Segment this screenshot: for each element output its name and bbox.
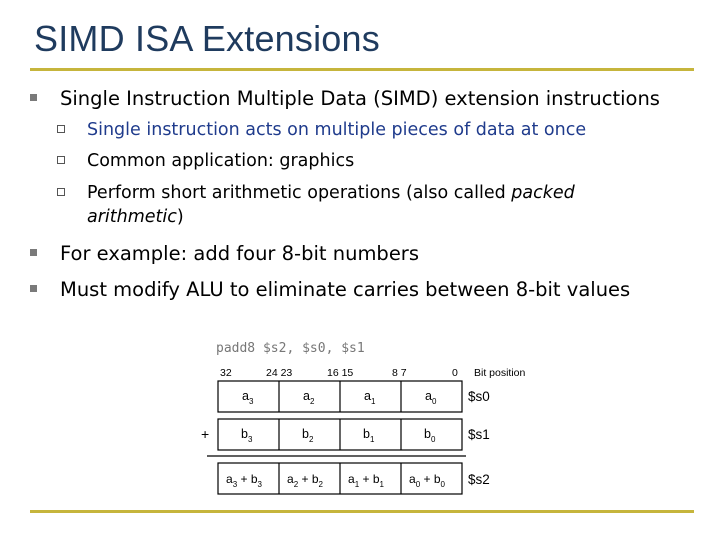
cell-b2: $b_2$ [302,427,314,444]
cell-a0-plus-b0: $a_0 + b_0$ [409,472,445,489]
footer-rule [30,510,694,513]
cell-b3: $b_3$ [241,427,253,444]
sub-bullet-text-cont: arithmetic) [87,207,184,227]
bit-pos-8-7: 8 7 [392,367,407,379]
cell-a3: $a_3$ [242,389,254,406]
arithmetic-text: arithmetic [87,207,177,227]
reg-s0-label: $s0 [468,389,490,404]
reg-s1-label: $s1 [468,427,490,442]
cell-a1: $a_1$ [364,389,376,406]
reg-s2-label: $s2 [468,472,490,487]
sub-bullet-text: Single instruction acts on multiple pieces of data at once [87,120,587,140]
cell-b1: $b_1$ [363,427,375,444]
slide-title: SIMD ISA Extensions [34,18,380,59]
register-s2-row [218,463,490,494]
bullet-text: Single Instruction Multiple Data (SIMD) extension instructions [60,87,660,110]
bit-pos-32: 32 [220,367,232,379]
cell-a0: $a_0$ [425,389,437,406]
sub-bullet-text: Perform short arithmetic operations (also called packed [87,183,575,203]
plus-sign: + [201,426,210,442]
register-s0-row [218,381,490,412]
bit-pos-0: 0 [452,367,458,379]
register-s1-row [201,419,490,450]
instruction-text: padd8 $s2, $s0, $s1 [216,341,365,356]
cell-b0: $b_0$ [424,427,436,444]
packed-text: packed [511,183,575,203]
cell-a1-plus-b1: $a_1 + b_1$ [348,472,384,489]
sub-bullet-text: Common application: graphics [87,151,355,171]
bit-position-label: Bit position [474,367,526,379]
cell-a2-plus-b2: $a_2 + b_2$ [287,472,323,489]
bullet-text: For example: add four 8-bit numbers [60,242,419,265]
cell-a2: $a_2$ [303,389,315,406]
bit-pos-24-23: 24 23 [266,367,293,379]
bit-pos-16-15: 16 15 [327,367,354,379]
bullet-text: Must modify ALU to eliminate carries between 8-bit values [60,278,631,301]
cell-a3-plus-b3: $a_3 + b_3$ [226,472,262,489]
